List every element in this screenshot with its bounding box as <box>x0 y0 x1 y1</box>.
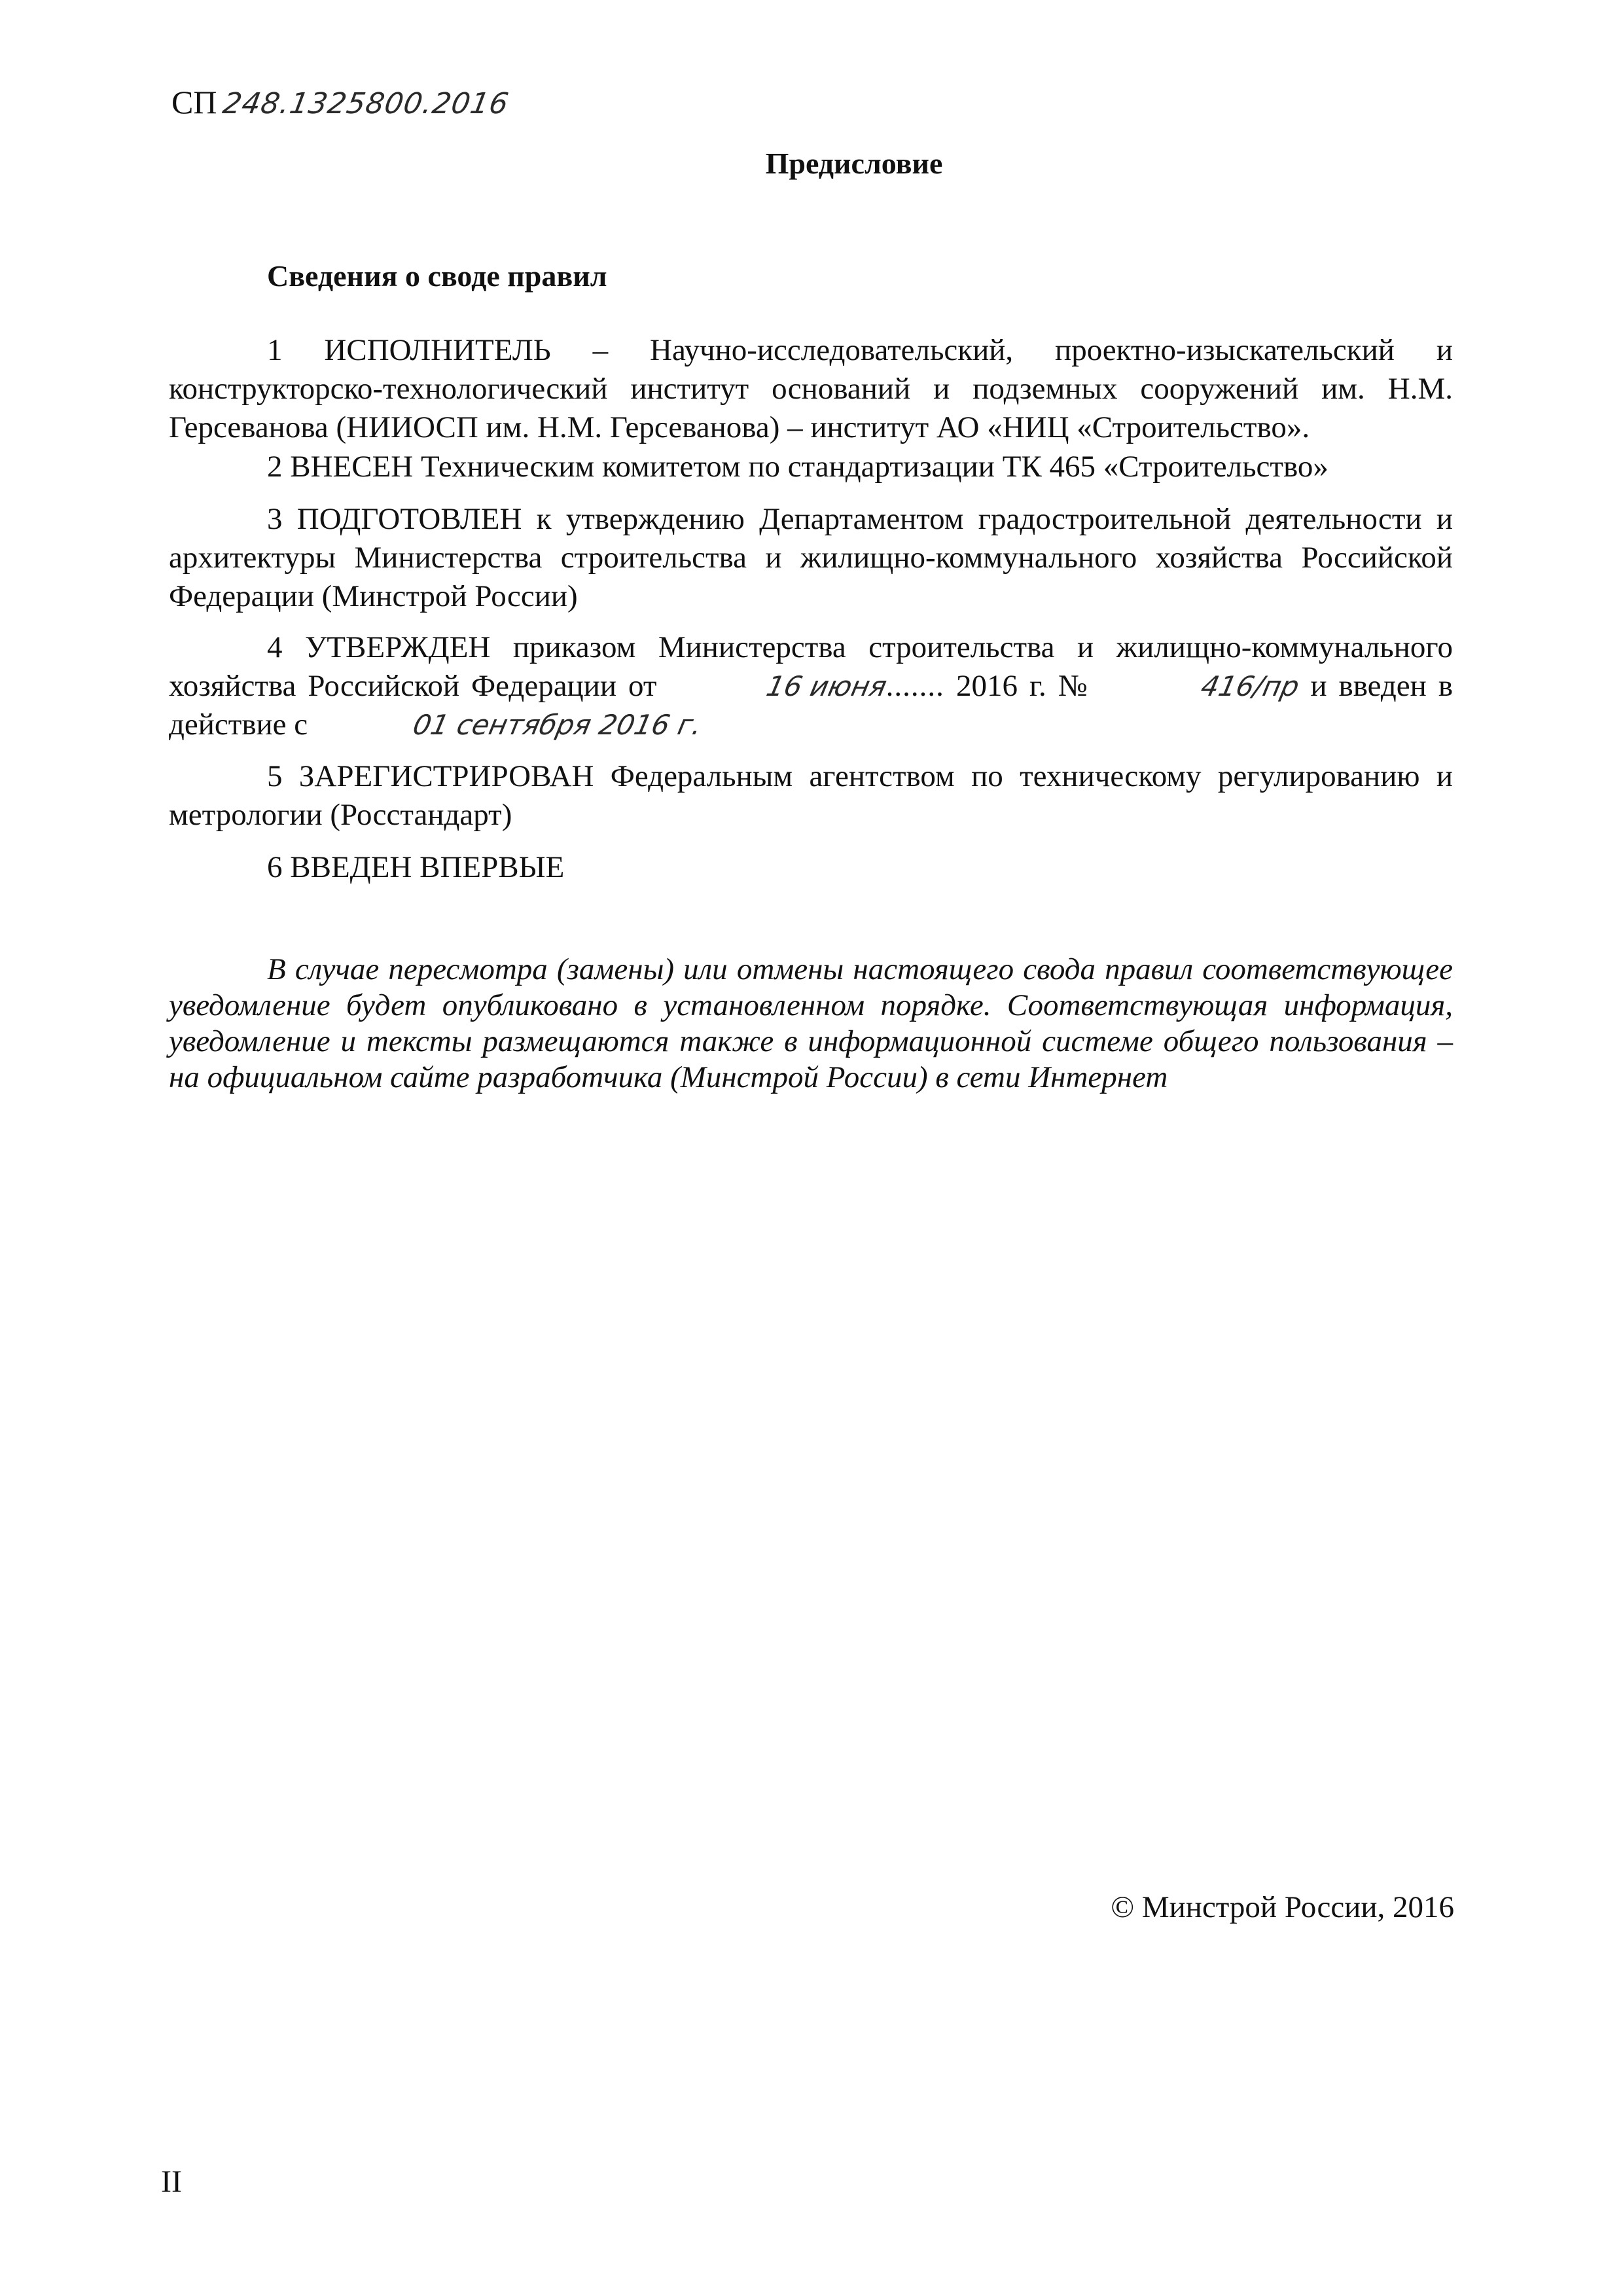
item-5-registered <box>169 757 1453 834</box>
item-2-text: 2 ВНЕСЕН Техническим комитетом по стандартизации ТК 465 «Строительство» <box>267 450 1329 484</box>
handwritten-effective-date: 01 сентября 2016 г. <box>410 709 705 741</box>
item-2-introduced <box>169 448 1453 486</box>
item-3-prepared <box>169 500 1453 616</box>
code-prefix: СП <box>171 84 217 120</box>
section-subtitle: Сведения о своде правил <box>267 259 607 293</box>
copyright: © Минстрой России, 2016 <box>1111 1890 1454 1924</box>
document-code <box>171 82 512 124</box>
handwritten-order-number: 416/пр <box>1198 670 1302 702</box>
item-1-text: 1 ИСПОЛНИТЕЛЬ – Научно-исследовательский, проектно-изыскательский и конструкторско-технологический институт оснований и подземных сооружений им. Н.М. Герсеванова (НИИОСП им. Н.М. Герсеванова) – институт АО «НИЦ «Строительство». <box>169 333 1453 444</box>
page-title: Предисловие <box>765 147 943 180</box>
date-dots: ....... <box>885 669 944 703</box>
item-3-text: 3 ПОДГОТОВЛЕН к утверждению Департаментом градостроительной деятельности и архитектуры Министерства строительства и жилищно-коммунального хозяйства Российской Федерации (Минстрой России) <box>169 502 1453 613</box>
item-6-text: 6 ВВЕДЕН ВПЕРВЫЕ <box>267 850 565 884</box>
item-4-part2: 2016 г. № <box>955 669 1092 703</box>
item-5-text: 5 ЗАРЕГИСТРИРОВАН Федеральным агентством по техническому регулированию и метрологии (Росстандарт) <box>169 759 1453 832</box>
item-4-part3: и введен в действие с <box>169 669 1454 742</box>
item-1-developer <box>169 331 1453 447</box>
notice-text: В случае пересмотра (замены) или отмены настоящего свода правил соответствующее уведомление будет опубликовано в установленном порядке. Соответствующая информация, уведомление и тексты размещаются также в информационной системе общего пользования – на официальном сайте разработчика (Минстрой России) в сети Интернет <box>169 952 1453 1094</box>
item-4-approved <box>169 628 1453 744</box>
item-6-first-introduced <box>169 848 1453 887</box>
page-number: II <box>161 2164 182 2199</box>
item-4-part1: 4 УТВЕРЖДЕН приказом Министерства строительства и жилищно-коммунального хозяйства Российской Федерации от <box>169 630 1453 703</box>
handwritten-approval-date: 16 июня <box>763 670 889 702</box>
item-4-text <box>169 628 1453 744</box>
handwritten-code: 248.1325800.2016 <box>221 87 512 120</box>
revision-notice <box>169 952 1453 1096</box>
